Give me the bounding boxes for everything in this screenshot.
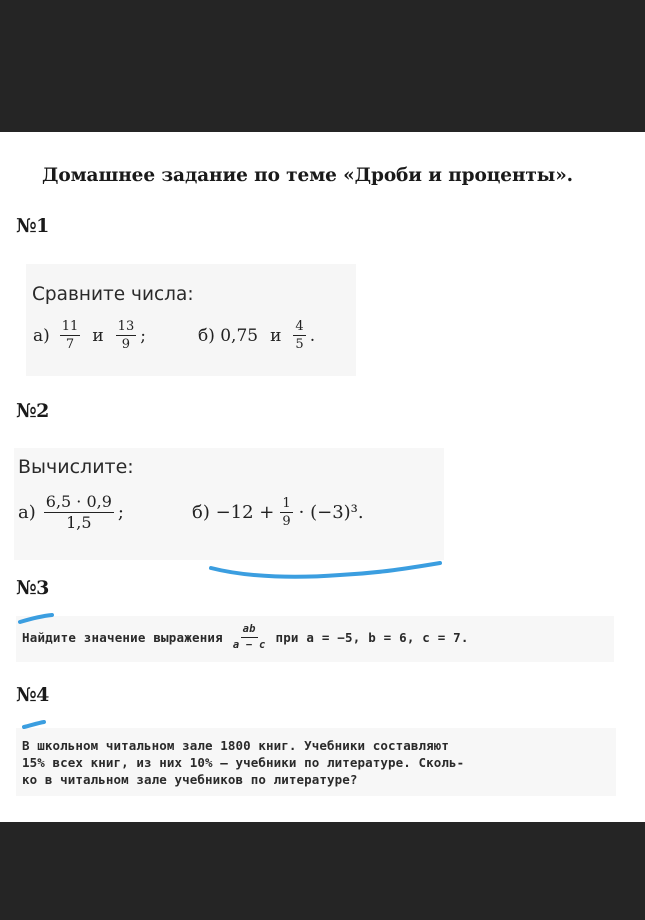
numerator: 4 — [295, 319, 304, 334]
task-1-heading: Сравните числа: — [32, 284, 194, 305]
task-4-line-3: ко в читальном зале учебников по литературе? — [22, 772, 358, 787]
task-2-b-end: · (−3)³. — [298, 502, 364, 523]
task-4-number: №4 — [16, 684, 49, 706]
top-dark-bar — [0, 0, 645, 132]
task-2-heading: Вычислите: — [18, 456, 134, 478]
task-4-line-2: 15% всех книг, из них 10% — учебники по литературе. Сколь- — [22, 755, 465, 770]
task-3-number: №3 — [16, 577, 49, 599]
task-1-b-end: . — [309, 325, 316, 346]
task-2-a-end: ; — [117, 502, 124, 523]
task-1-a-end: ; — [140, 325, 146, 346]
page-title: Домашнее задание по теме «Дроби и проценты». — [42, 165, 574, 186]
denominator: 9 — [282, 514, 291, 529]
pen-tick-task-3 — [20, 615, 52, 622]
task-1-number: №1 — [16, 215, 49, 237]
task-1-b-and: и — [270, 325, 282, 346]
denominator: a − c — [232, 638, 266, 651]
numerator: ab — [241, 624, 258, 638]
task-2-number: №2 — [16, 400, 49, 422]
denominator: 7 — [65, 337, 75, 352]
task-2-a-label: а) — [18, 502, 36, 523]
homework-sheet — [0, 132, 645, 822]
denominator: 5 — [295, 337, 304, 352]
task-3-text-after: при a = −5, b = 6, c = 7. — [275, 629, 469, 645]
bottom-dark-bar — [0, 822, 645, 920]
task-1-a-and: и — [92, 325, 104, 346]
task-3-text-before: Найдите значение выражения — [22, 629, 223, 645]
denominator: 9 — [121, 337, 131, 352]
task-2-b-start: б) −12 + — [192, 502, 275, 523]
denominator: 1,5 — [66, 513, 92, 532]
numerator: 1 — [282, 496, 291, 511]
task-4-line-1: В школьном читальном зале 1800 книг. Учебники составляют — [22, 738, 450, 753]
pen-underline-task-2b — [211, 563, 440, 577]
numerator: 13 — [117, 319, 135, 334]
numerator: 11 — [61, 319, 79, 334]
pen-annotations — [0, 132, 645, 822]
task-1-a-label: а) — [33, 325, 50, 346]
numerator: 6,5 · 0,9 — [45, 492, 112, 511]
task-1-b-label: б) 0,75 — [197, 325, 259, 346]
pen-tick-task-4 — [24, 722, 44, 727]
